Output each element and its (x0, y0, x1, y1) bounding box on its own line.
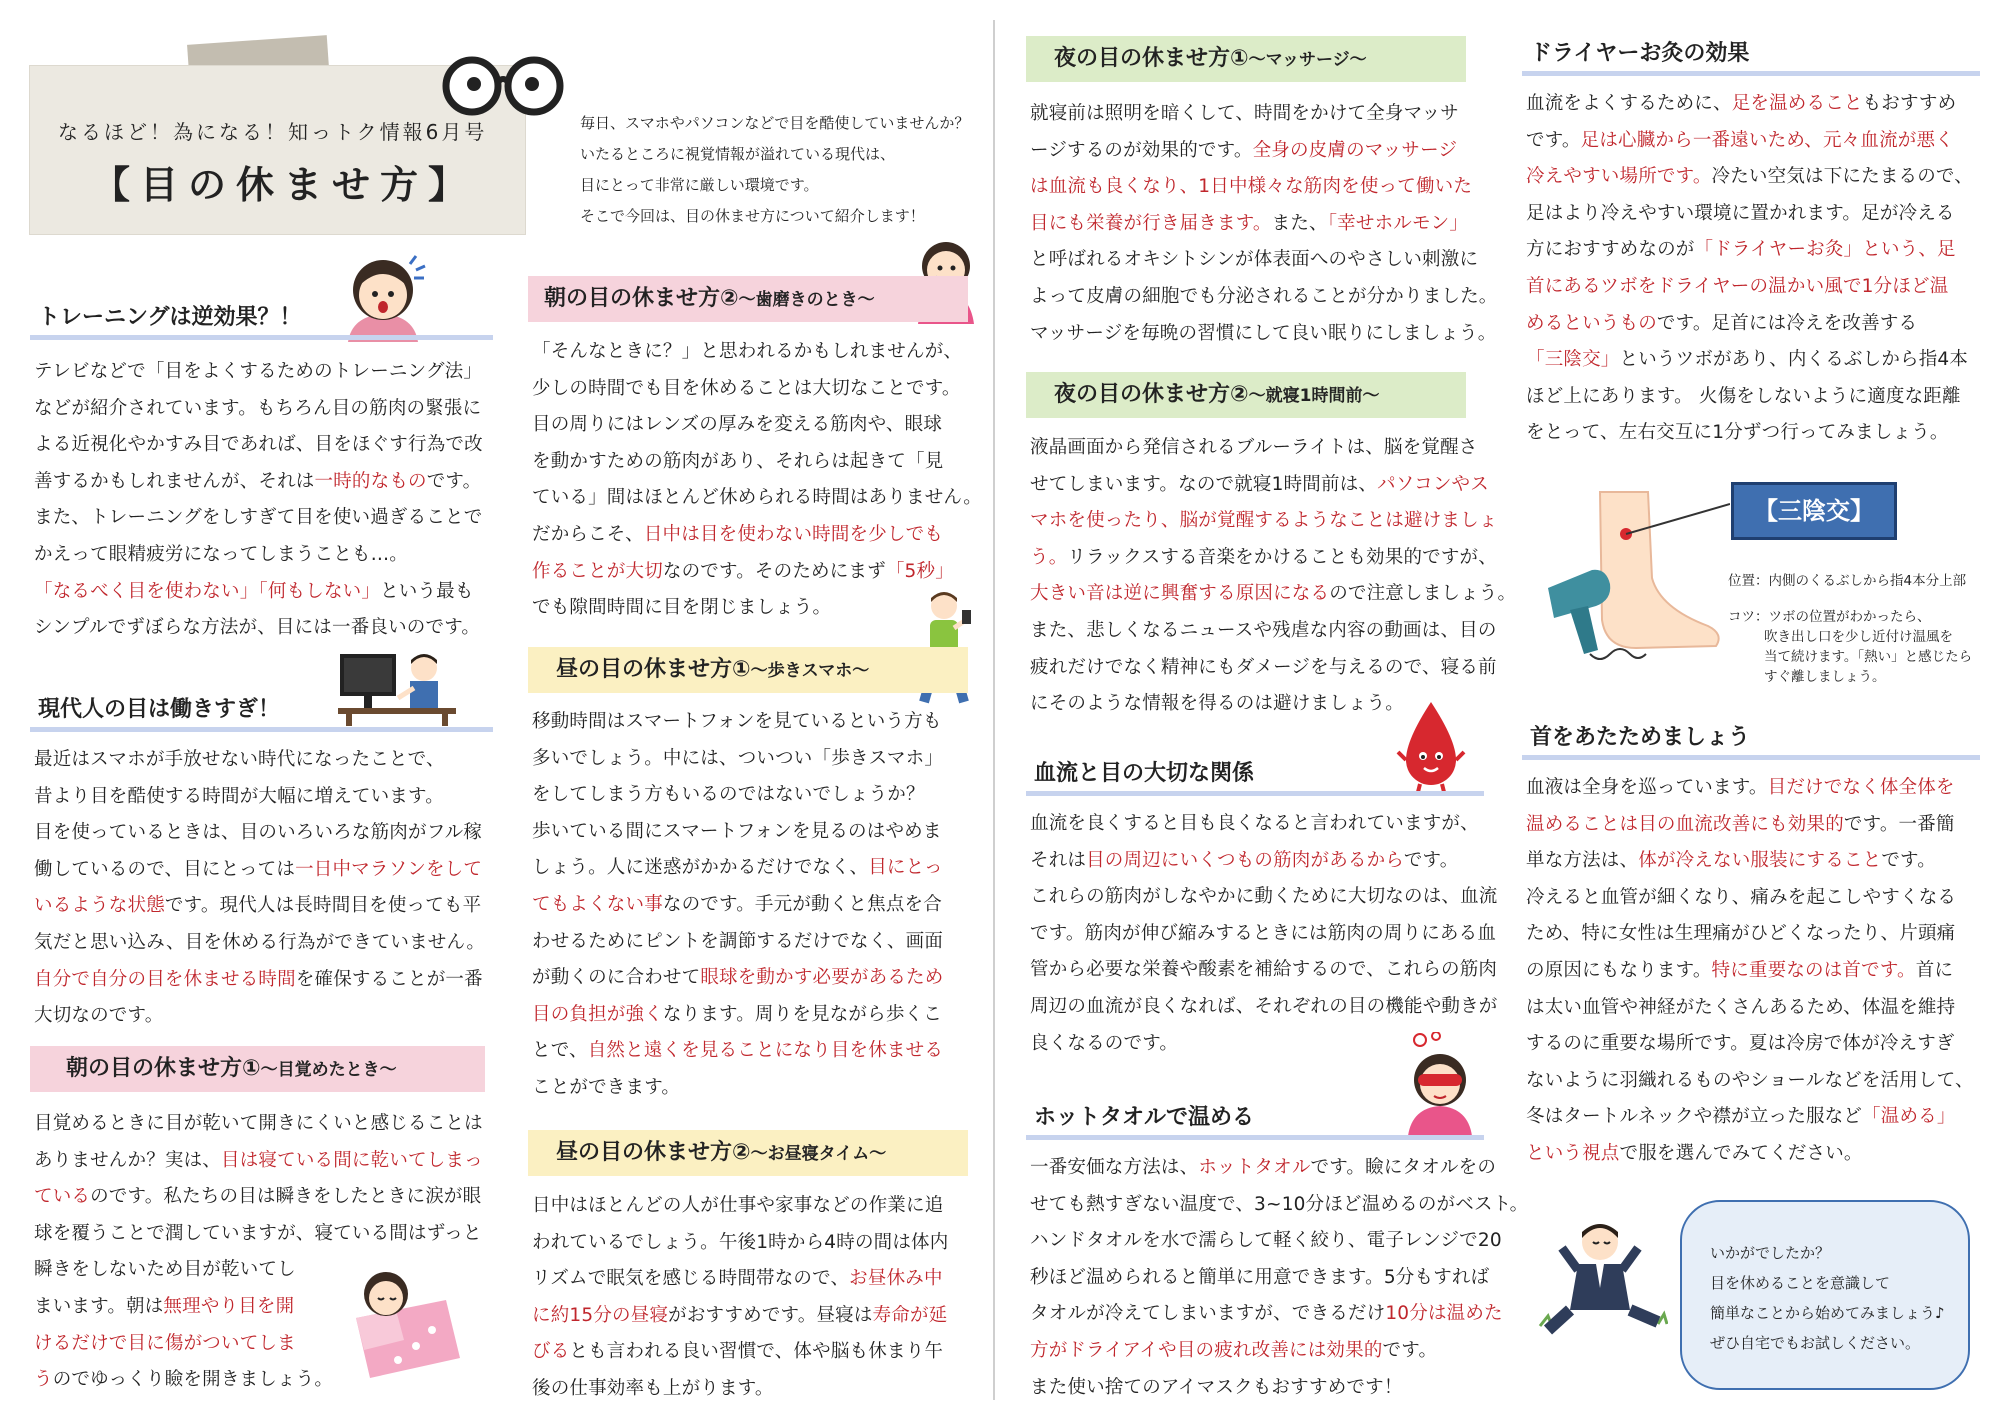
relaxing-man-illustration (1538, 1218, 1668, 1338)
section-training-text: テレビなどで「目をよくするためのトレーニング法」 などが紹介されています。もちろん目の筋肉の緊張に よる近視化やかすみ目であれば、目をほぐす行為で改 善するかもしれませんが、それは一時的なものです。 また、トレーニングをしすぎて目を使い過ぎることで かえって眼精疲労になってしまうことも…。 「なるべく目を使わない」「何もしない」という最も シンプルでずぼらな方法が、目には一番良いのです。 (34, 361, 483, 639)
heading-bloodflow: 血流と目の大切な関係 (1026, 756, 1484, 796)
heading-dryer-moxa: ドライヤーお灸の効果 (1522, 36, 1980, 76)
glasses-icon (438, 52, 568, 120)
section-morning-1-text: 目覚めるときに目が乾いて開きにくいと感じることは ありませんか？実は、目は寝ている間に乾いてしまっ ているのです。私たちの目は瞬きをしたときに涙が眼 球を覆うことで潤していますが、寝ている間はずっと 瞬きをしないため目が乾いてし まいます。朝は無理やり目を開 けるだけで目に傷がついてしま うのでゆっくり瞼を開きましょう。 (34, 1113, 483, 1391)
section-modern-eyes-text: 最近はスマホが手放せない時代になったことで、 昔より目を酷使する時間が大幅に増えています。 目を使っているときは、目のいろいろな筋肉がフル稼 働しているので、目にとっては一日中マラソンをして いるような状態です。現代人は長時間目を使っても平 気だと思い込み、目を休める行為ができていません。 自分で自分の目を休ませる時間を確保することが一番 大切なのです。 (34, 749, 486, 1027)
heading-training: トレーニングは逆効果？！ (30, 300, 493, 340)
intro-text: 毎日、スマホやパソコンなどで目を酷使していませんか？ いたるところに視覚情報が溢れている現代は、 目にとって非常に厳しい環境です。 そこで今回は、目の休ませ方について紹介します！ (580, 114, 970, 225)
section-hot-towel-text: 一番安価な方法は、ホットタオルです。瞼にタオルをの せても熱すぎない温度で、3~10分ほど温めるのがベスト。 ハンドタオルを水で濡らして軽く絞り、電子レンジで20 秒ほど温められると簡単に用意できます。5分もすれば タオルが冷えてしまいますが、できるだけ10分は温めた 方がドライアイや目の疲れ改善には効果的です。 また使い捨てのアイマスクもおすすめです！ (1030, 1157, 1529, 1398)
waking-girl-illustration (336, 1260, 466, 1380)
heading-noon-2: 昼の目の休ませ方②～お昼寝タイム～ (528, 1130, 968, 1176)
sankoko-position: 位置：内側のくるぶしから指4本分上部 (1728, 573, 1967, 589)
closing-message-box: いかがでしたか？ 目を休めることを意識して 簡単なことから始めてみましょう♪ ぜひ自宅でもお試しください。 (1680, 1200, 1970, 1390)
column-divider (993, 20, 995, 1400)
sankoko-tips: コツ：ツボの位置がわかったら、 吹き出し口を少し近付け温風を 当て続けます。「熱い」と感じたら すぐ離しましょう。 (1728, 609, 1973, 685)
heading-night-2: 夜の目の休ませ方②～就寝1時間前～ (1026, 372, 1466, 418)
section-neck-text: 血液は全身を巡っています。目だけでなく体全体を 温めることは目の血流改善にも効果的です。一番簡 単な方法は、体が冷えない服装にすることです。 冷えると血管が細くなり、痛みを起こしやすくなる ため、特に女性は生理痛がひどくなったり、片頭痛 の原因にもなります。特に重要なのは首です。首に は太い血管や神経がたくさんあるため、体温を維持 するのに重要な場所です。夏は冷房で体が冷えすぎ ないように羽織れるものやショールなどを活用して、 冬はタートルネックや襟が立った服など「温める」 という視点で服を選んでみてください。 (1526, 777, 1974, 1164)
section-bloodflow-text: 血流を良くすると目も良くなると言われていますが、 それは目の周辺にいくつもの筋肉があるからです。 これらの筋肉がしなやかに動くために大切なのは、血流 です。筋肉が伸び縮みするときには筋肉の周りにある血 管から必要な栄養や酸素を補給するので、これらの筋肉 周辺の血流が良くなれば、それぞれの目の機能や動きが 良くなるのです。 (1030, 813, 1498, 1054)
heading-night-1: 夜の目の休ませ方①～マッサージ～ (1026, 36, 1466, 82)
section-dryer-moxa-text: 血流をよくするために、足を温めることもおすすめ です。足は心臓から一番遠いため、元々血流が悪く 冷えやすい場所です。冷たい空気は下にたまるので、 足はより冷えやすい環境に置かれます。足が冷える 方におすすめなのが「ドライヤーお灸」という、足 首にあるツボをドライヤーの温かい風で1分ほど温 めるというものです。足首には冷えを改善する 「三陰交」というツボがあり、内くるぶしから指4本 ほど上にあります。 火傷をしないように適度な距離 をとって、左右交互に1分ずつ行ってみましょう。 (1526, 93, 1973, 444)
heading-morning-1: 朝の目の休ませ方①～目覚めたとき～ (30, 1046, 485, 1092)
section-night-2-text: 液晶画面から発信されるブルーライトは、脳を覚醒さ せてしまいます。なので就寝1時間前は、パソコンやス マホを使ったり、脳が覚醒するようなことは避けましょ う。リラックスする音楽をかけることも効果的ですが、 大きい音は逆に興奮する原因になるので注意しましょう。 また、悲しくなるニュースや残虐な内容の動画は、目の 疲れだけでなく精神にもダメージを与えるので、寝る前 にそのような情報を得るのは避けましょう。 (1030, 437, 1517, 715)
section-noon-1-text: 移動時間はスマートフォンを見ているという方も 多いでしょう。中には、ついつい「歩きスマホ」 をしてしまう方もいるのではないでしょうか？ 歩いている間にスマートフォンを見るのはやめま しょう。人に迷惑がかかるだけでなく、目にとっ てもよくない事なのです。手元が動くと焦点を合 わせるためにピントを調節するだけでなく、画面 が動くのに合わせて眼球を動かす必要があるため 目の負担が強くなります。周りを見ながら歩くこ とで、自然と遠くを見ることになり目を休ませる ことができます。 (532, 711, 944, 1098)
foot-dryer-illustration (1540, 488, 1730, 678)
section-morning-2-text: 「そんなときに？」と思われるかもしれませんが、 少しの時間でも目を休めることは大切なことです。 目の周りにはレンズの厚みを変える筋肉や、眼球 を動かすための筋肉があり、それらは起きて「見 ている」間はほとんど休められる時間はありません。 だからこそ、日中は目を使わない時間を少しでも 作ることが大切なのです。そのためにまず「5秒」 でも隙間時間に目を閉じましょう。 (532, 341, 982, 619)
heading-modern-eyes: 現代人の目は働きすぎ！ (30, 692, 493, 732)
section-night-1-text: 就寝前は照明を暗くして、時間をかけて全身マッサ ージするのが効果的です。全身の皮膚のマッサージ は血流も良くなり、1日中様々な筋肉を使って働いた 目にも栄養が行き届きます。また、「幸せホルモン」 と呼ばれるオキシトシンが体表面へのやさしい刺激に よって皮膚の細胞でも分泌されることが分かりました。 マッサージを毎晩の習慣にして良い眠りにしましょう。 (1030, 103, 1498, 344)
sankoko-label: 【三陰交】 (1754, 497, 1874, 525)
newsletter-subtitle: なるほど！為になる！知っトク情報6月号 (58, 120, 488, 144)
heading-neck: 首をあたためましょう (1522, 720, 1980, 760)
heading-noon-1: 昼の目の休ませ方①～歩きスマホ～ (528, 647, 968, 693)
section-noon-2-text: 日中はほとんどの人が仕事や家事などの作業に追 われているでしょう。午後1時から4時の間は体内 リズムで眠気を感じる時間帯なので、お昼休み中 に約15分の昼寝がおすすめです。昼寝は寿命が延 びるとも言われる良い習慣で、体や脳も休まり午 後の仕事効率も上がります。 (532, 1195, 949, 1399)
heading-morning-2: 朝の目の休ませ方②～歯磨きのとき～ (528, 276, 968, 322)
page-title: 【目の休ませ方】 (92, 162, 477, 207)
sankoko-label-box (1731, 482, 1897, 540)
heading-hot-towel: ホットタオルで温める (1026, 1100, 1484, 1140)
